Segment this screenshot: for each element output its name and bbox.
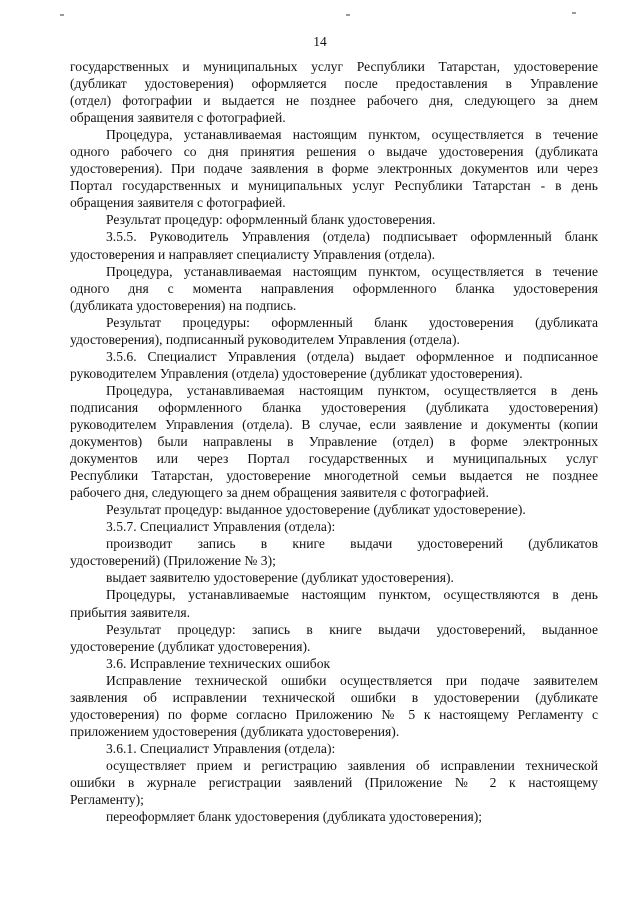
document-body bbox=[70, 58, 598, 825]
text-line: удостоверения) по форме согласно Приложению № 5 к настоящему Регламенту с bbox=[70, 706, 598, 722]
text-line: Результат процедур: оформленный бланк удостоверения. bbox=[106, 212, 436, 228]
scan-speck bbox=[572, 12, 576, 14]
text-line: обращения заявителя с фотографией. bbox=[70, 110, 286, 126]
text-line: приложением удостоверения (дубликата удостоверения). bbox=[70, 723, 400, 739]
text-line: Процедура, устанавливаемая настоящим пунктом, осуществляется в день bbox=[106, 382, 598, 398]
text-line: (дубликата удостоверения) на подпись. bbox=[70, 297, 297, 313]
text-line: Процедура, устанавливаемая настоящим пунктом, осуществляется в течение bbox=[106, 127, 598, 143]
text-line: удостоверение (дубликат удостоверения). bbox=[70, 638, 311, 654]
text-line: (отдел) фотографии и выдается не позднее рабочего дня, следующего за днем bbox=[70, 93, 598, 109]
text-line: прибытия заявителя. bbox=[70, 604, 191, 620]
text-line: производит запись в книге выдачи удостоверений (дубликатов bbox=[106, 536, 598, 552]
text-line: документов или через Портал государственных и муниципальных услуг bbox=[70, 451, 598, 467]
text-line: осуществляет прием и регистрацию заявления об исправлении технической bbox=[106, 757, 598, 773]
text-line: Республики Татарстан, удостоверение многодетной семьи выдается не позднее bbox=[70, 468, 598, 484]
text-line: Портал государственных и муниципальных услуг Республики Татарстан - в день bbox=[70, 178, 598, 194]
text-line: 3.5.7. Специалист Управления (отдела): bbox=[106, 519, 336, 535]
text-line: 3.5.5. Руководитель Управления (отдела) подписывает оформленный бланк bbox=[106, 229, 598, 245]
text-line: 3.6. Исправление технических ошибок bbox=[106, 655, 331, 671]
text-line: удостоверения), подписанный руководителем Управления (отдела). bbox=[70, 331, 460, 347]
text-line: Исправление технической ошибки осуществляется при подаче заявителем bbox=[106, 672, 598, 688]
text-line: 3.6.1. Специалист Управления (отдела): bbox=[106, 740, 336, 756]
text-line: удостоверения и направляет специалисту Управления (отдела). bbox=[70, 246, 436, 262]
text-line: Регламенту); bbox=[70, 792, 144, 808]
text-line: документов) были направлены в Управление (отдел) в форме электронных bbox=[70, 434, 598, 450]
text-line: одного рабочего со дня принятия решения о выдаче удостоверения (дубликата bbox=[70, 144, 598, 160]
text-line: обращения заявителя с фотографией. bbox=[70, 195, 286, 211]
text-line: государственных и муниципальных услуг Республики Татарстан, удостоверение bbox=[70, 59, 598, 74]
text-line: переоформляет бланк удостоверения (дубликата удостоверения); bbox=[106, 809, 483, 825]
text-line: 3.5.6. Специалист Управления (отдела) выдает оформленное и подписанное bbox=[106, 348, 598, 364]
text-line: удостоверения). При подаче заявления в форме электронных документов или через bbox=[70, 161, 598, 177]
text-line: рабочего дня, следующего за днем обращения заявителя с фотографией. bbox=[70, 485, 489, 501]
text-line: выдает заявителю удостоверение (дубликат удостоверения). bbox=[106, 570, 454, 586]
text-line: Процедуры, устанавливаемые настоящим пунктом, осуществляются в день bbox=[106, 587, 598, 603]
text-line: заявления об исправлении технической ошибки в удостоверении (дубликате bbox=[70, 689, 598, 705]
text-line: Результат процедур: запись в книге выдачи удостоверений, выданное bbox=[106, 621, 598, 637]
text-line: удостоверений) (Приложение № 3); bbox=[70, 553, 276, 569]
text-line: (дубликат удостоверения) оформляется после предоставления в Управление bbox=[70, 76, 598, 92]
text-line: подписания оформленного бланка удостоверения (дубликата удостоверения) bbox=[70, 399, 598, 415]
text-line: Процедура, устанавливаемая настоящим пунктом, осуществляется в течение bbox=[106, 263, 598, 279]
page-number: 14 bbox=[313, 34, 327, 49]
text-line: одного дня с момента направления оформленного бланка удостоверения bbox=[70, 280, 598, 296]
scan-speck bbox=[60, 14, 64, 16]
text-line: Результат процедуры: оформленный бланк удостоверения (дубликата bbox=[106, 314, 598, 330]
text-line: руководителем Управления (отдела). В случае, если заявление и документы (копии bbox=[70, 416, 598, 432]
text-line: Результат процедур: выданное удостоверение (дубликат удостоверение). bbox=[106, 502, 526, 518]
scan-speck bbox=[346, 14, 350, 16]
text-line: руководителем Управления (отдела) удостоверение (дубликат удостоверения). bbox=[70, 365, 523, 381]
text-line: ошибки в журнале регистрации заявлений (Приложение № 2 к настоящему bbox=[70, 774, 598, 790]
